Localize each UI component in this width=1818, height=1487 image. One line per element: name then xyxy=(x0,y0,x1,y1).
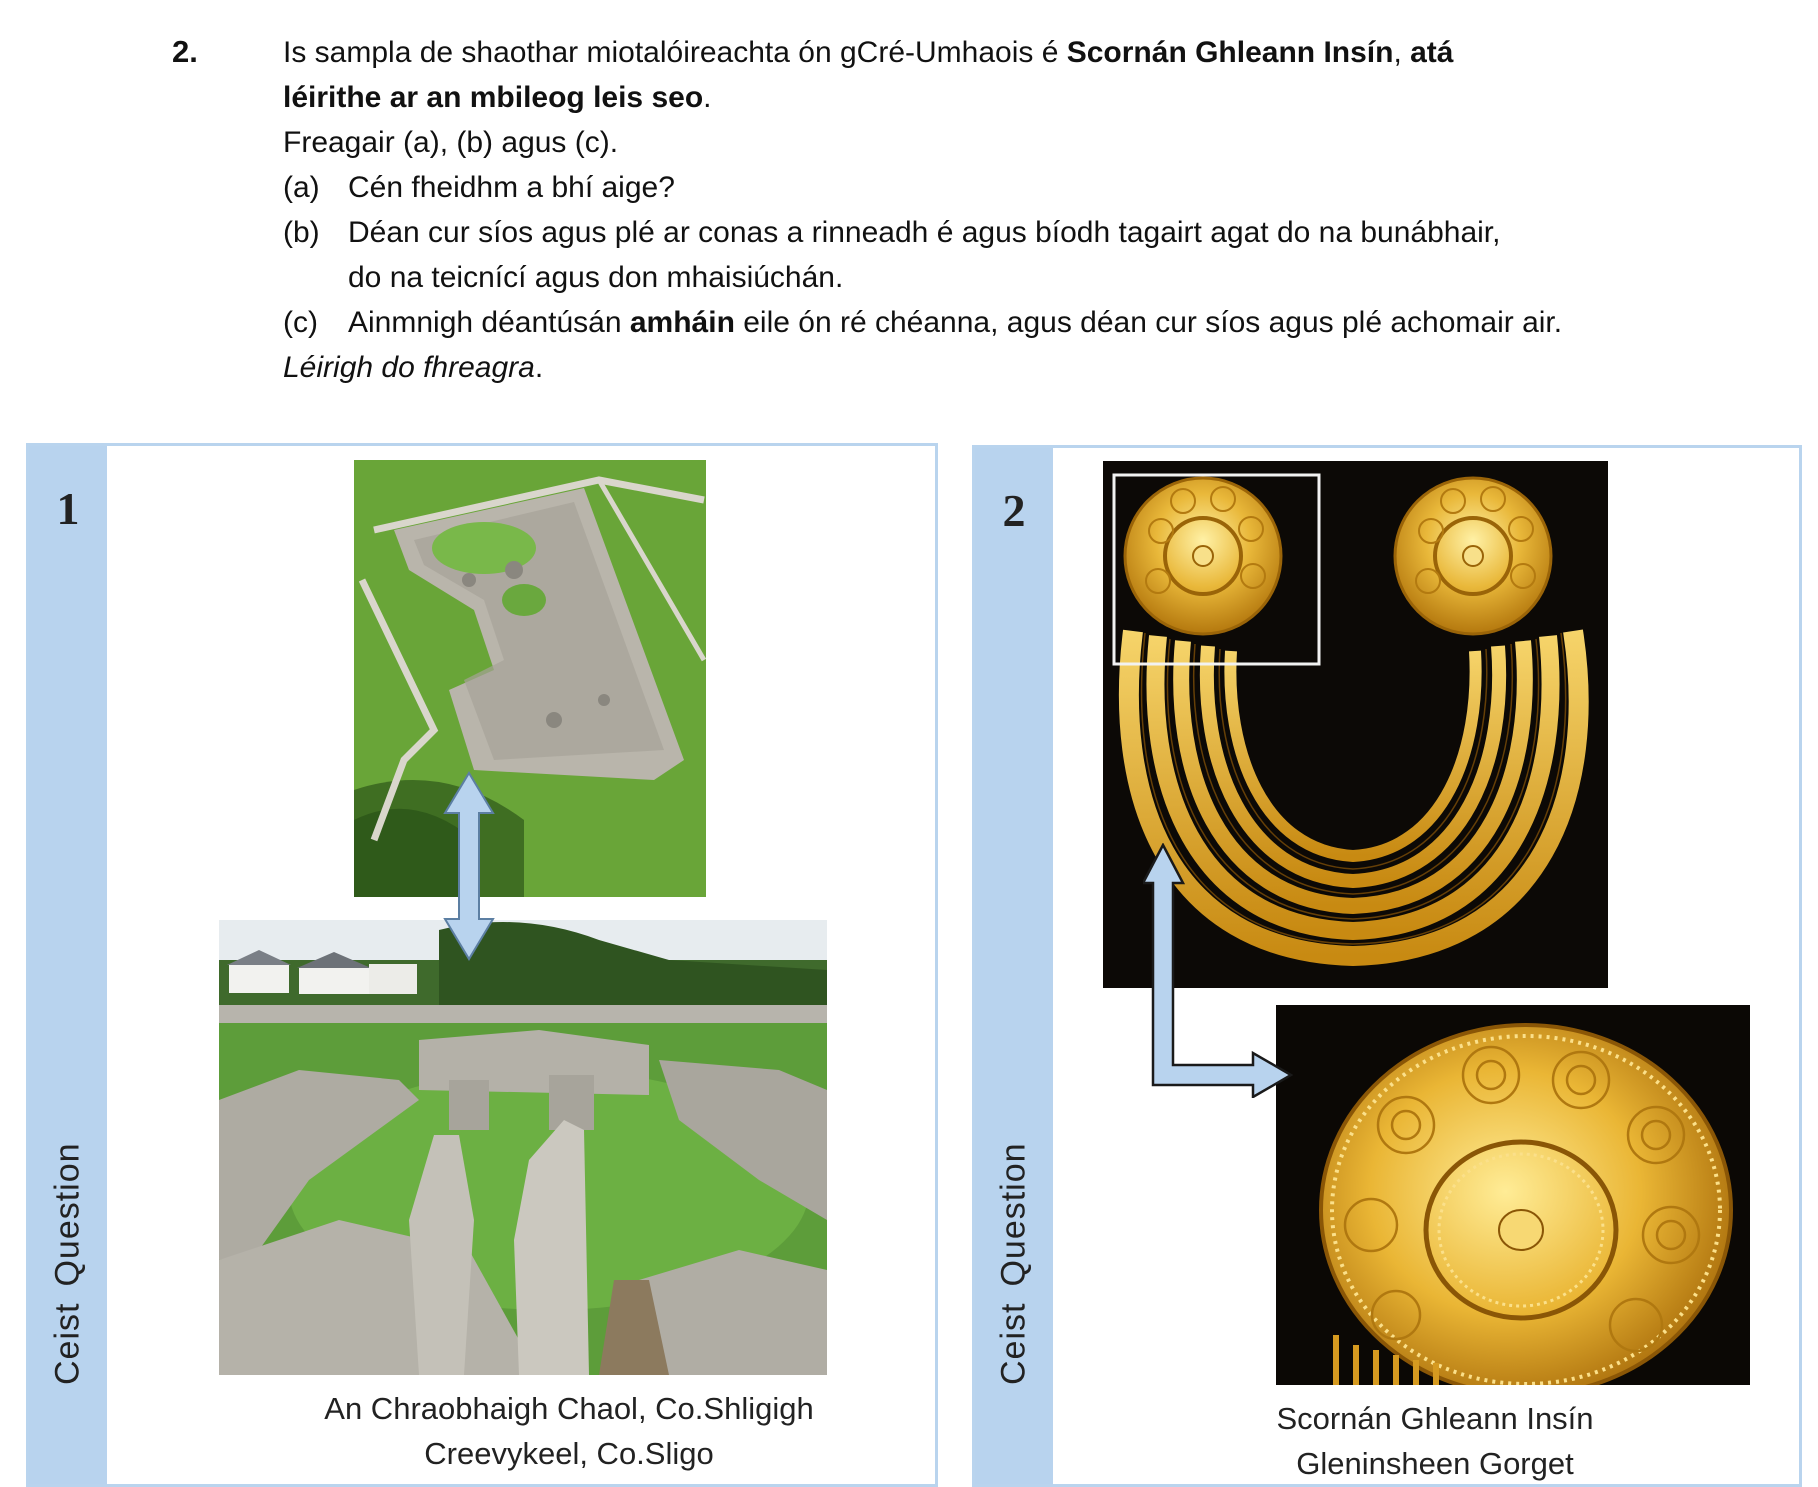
period: . xyxy=(534,351,544,384)
caption-english: Creevykeel, Co.Sligo xyxy=(424,1436,714,1471)
aerial-view-court-tomb-image xyxy=(354,460,706,897)
caption-irish: An Chraobhaigh Chaol, Co.Shligigh xyxy=(324,1391,814,1426)
side-label xyxy=(49,1142,88,1385)
caption-irish: Scornán Ghleann Insín xyxy=(1276,1401,1594,1436)
period: . xyxy=(703,81,712,114)
side-label-english: Question xyxy=(994,1142,1033,1287)
question-bold-text: atá xyxy=(1410,36,1454,69)
question-part-b-continuation: do na teicnící agus don mhaisiúchán. xyxy=(348,261,844,294)
question-line-2 xyxy=(283,75,1703,120)
side-label xyxy=(995,1142,1034,1385)
part-text: Ainmnigh déantúsán xyxy=(348,306,630,339)
question-intro-text: Is sampla de shaothar miotalóireachta ón gCré-Umhaois é xyxy=(283,36,1067,69)
court-tomb-ground-image xyxy=(219,920,827,1375)
panel-number: 2 xyxy=(1002,485,1026,536)
question-part-c xyxy=(283,300,1703,345)
panel-gleninsheen xyxy=(972,445,1802,1487)
part-label: (c) xyxy=(283,306,318,339)
part-text: eile ón ré chéanna, agus déan cur síos agus plé achomair air. xyxy=(734,306,1563,339)
panel-creevykeel xyxy=(26,443,938,1487)
part-text: Déan cur síos agus plé ar conas a rinneadh é agus bíodh tagairt agat do na bunábhair, xyxy=(348,216,1501,249)
question-closing xyxy=(283,345,1703,390)
panel-caption xyxy=(269,1386,869,1476)
side-label-english: Question xyxy=(48,1142,87,1287)
panel-caption xyxy=(1135,1396,1735,1486)
comma: , xyxy=(1393,36,1411,69)
part-text: Cén fheidhm a bhí aige? xyxy=(348,171,675,204)
question-number: 2. xyxy=(172,34,198,69)
part-label: (a) xyxy=(283,171,320,204)
part-label: (b) xyxy=(283,216,320,249)
question-bold-text-2: léirithe ar an mbileog leis seo xyxy=(283,81,704,114)
part-text-bold: amháin xyxy=(629,306,735,339)
gold-gorget-image xyxy=(1103,461,1608,988)
panel-number: 1 xyxy=(56,483,80,534)
caption-english: Gleninsheen Gorget xyxy=(1296,1446,1574,1481)
closing-italic: Léirigh do fhreagra xyxy=(283,351,535,384)
gold-gorget-detail-image xyxy=(1276,1005,1750,1385)
panel-side-strip xyxy=(29,446,107,1484)
side-label-irish: Ceist xyxy=(994,1302,1033,1385)
question-line-1 xyxy=(283,30,1703,75)
artefact-name-bold: Scornán Ghleann Insín xyxy=(1066,36,1394,69)
question-instruction: Freagair (a), (b) agus (c). xyxy=(283,126,619,159)
panel-side-strip xyxy=(975,448,1053,1484)
question-part-a xyxy=(283,165,1703,210)
question-part-b xyxy=(283,210,1703,255)
side-label-irish: Ceist xyxy=(48,1302,87,1385)
question-text xyxy=(283,30,1703,390)
